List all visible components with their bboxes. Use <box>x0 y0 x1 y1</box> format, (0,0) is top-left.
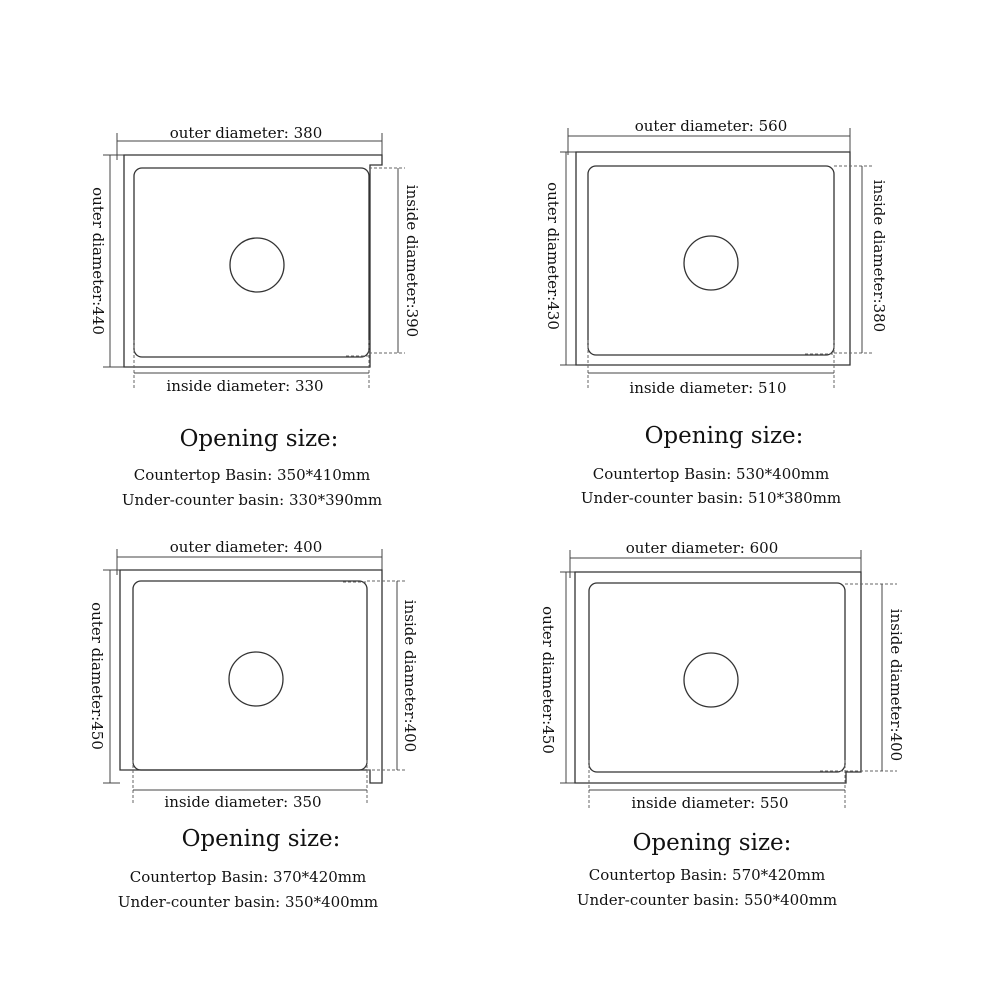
sink-outer-outline <box>575 572 861 783</box>
inside-width-label: inside diameter: 330 <box>166 377 324 395</box>
drain-hole <box>684 236 738 290</box>
outer-height-label: outer diameter:440 <box>89 187 107 335</box>
drain-hole <box>684 653 738 707</box>
panel-2 <box>544 117 888 507</box>
undercounter-basin-spec: Under-counter basin: 350*400mm <box>117 893 379 911</box>
countertop-basin-spec: Countertop Basin: 530*400mm <box>592 465 830 483</box>
outer-height-label: outer diameter:430 <box>544 182 562 330</box>
sink-inner-bowl <box>588 166 834 355</box>
outer-width-label: outer diameter: 560 <box>634 117 788 135</box>
sink-outer-outline <box>120 570 382 783</box>
sink-inner-bowl <box>133 581 367 770</box>
inside-width-label: inside diameter: 510 <box>629 379 787 397</box>
inside-width-label: inside diameter: 350 <box>164 793 322 811</box>
opening-size-title: Opening size: <box>179 426 339 452</box>
drain-hole <box>229 652 283 706</box>
undercounter-basin-spec: Under-counter basin: 550*400mm <box>576 891 838 909</box>
outer-height-label: outer diameter:450 <box>539 606 557 754</box>
inside-height-label: inside diameter:400 <box>401 599 419 753</box>
panel-3 <box>88 538 419 911</box>
opening-size-title: Opening size: <box>644 423 804 449</box>
outer-width-label: outer diameter: 600 <box>625 539 779 557</box>
undercounter-basin-spec: Under-counter basin: 510*380mm <box>580 489 842 507</box>
sink-outer-outline <box>124 155 382 367</box>
outer-width-label: outer diameter: 380 <box>169 124 323 142</box>
drain-hole <box>230 238 284 292</box>
undercounter-basin-spec: Under-counter basin: 330*390mm <box>121 491 383 509</box>
sink-outer-outline <box>576 152 850 365</box>
inside-width-label: inside diameter: 550 <box>631 794 789 812</box>
panel-4 <box>539 539 905 909</box>
sink-inner-bowl <box>134 168 369 357</box>
countertop-basin-spec: Countertop Basin: 570*420mm <box>588 866 826 884</box>
countertop-basin-spec: Countertop Basin: 350*410mm <box>133 466 371 484</box>
outer-width-label: outer diameter: 400 <box>169 538 323 556</box>
panel-1 <box>89 124 421 509</box>
countertop-basin-spec: Countertop Basin: 370*420mm <box>129 868 367 886</box>
opening-size-title: Opening size: <box>181 826 341 852</box>
inside-height-label: inside diameter:400 <box>887 608 905 762</box>
opening-size-title: Opening size: <box>632 830 792 856</box>
outer-height-label: outer diameter:450 <box>88 602 106 750</box>
inside-height-label: inside diameter:380 <box>870 179 888 333</box>
inside-height-label: inside diameter:390 <box>403 184 421 338</box>
sink-inner-bowl <box>589 583 845 772</box>
